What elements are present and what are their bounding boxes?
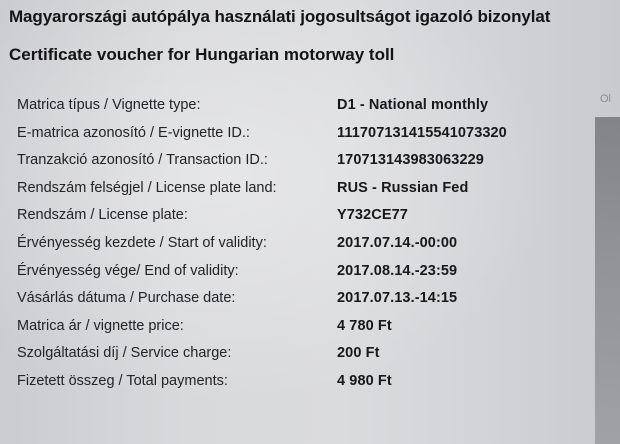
document-title: Magyarországi autópálya használati jogosultságot igazoló bizonylat	[9, 7, 551, 26]
row-plate-land	[17, 176, 587, 204]
row-service-charge	[17, 341, 587, 369]
row-label: Szolgáltatási díj / Service charge:	[17, 345, 232, 362]
row-purchase-date	[17, 286, 587, 314]
row-value: RUS - Russian Fed	[337, 179, 469, 196]
row-value: D1 - National monthly	[337, 97, 489, 113]
document-subtitle: Certificate voucher for Hungarian motorway toll	[9, 45, 395, 64]
row-vignette-type	[17, 93, 587, 121]
row-evignette-id	[17, 121, 587, 149]
row-label: Matrica típus / Vignette type:	[17, 97, 201, 113]
row-label: Érvényesség vége/ End of validity:	[17, 262, 239, 279]
row-label: Érvényesség kezdete / Start of validity:	[17, 234, 267, 251]
row-label: Tranzakció azonosító / Transaction ID.:	[17, 152, 268, 169]
row-value: 170713143983063229	[337, 152, 484, 169]
row-value: 2017.07.13.-14:15	[337, 290, 458, 307]
row-value: 2017.07.14.-00:00	[337, 234, 458, 251]
row-value: 200 Ft	[337, 345, 380, 362]
row-value: 111707131415541073320	[337, 124, 507, 141]
row-value: 4 780 Ft	[337, 317, 392, 334]
row-label: Matrica ár / vignette price:	[17, 317, 184, 334]
row-value: 2017.08.14.-23:59	[337, 262, 458, 279]
row-start-validity	[17, 231, 587, 259]
row-transaction-id	[17, 148, 587, 176]
row-end-validity	[17, 259, 587, 287]
right-edge-shadow	[595, 117, 620, 444]
row-value: Y732CE77	[337, 207, 408, 224]
row-label: Rendszám felségjel / License plate land:	[17, 179, 277, 196]
row-total-payments	[17, 369, 587, 397]
row-label: Rendszám / License plate:	[17, 207, 188, 224]
edge-text-fragment: Ol	[600, 93, 611, 105]
row-value: 4 980 Ft	[337, 372, 392, 389]
row-label: E-matrica azonosító / E-vignette ID.:	[17, 124, 250, 141]
row-label: Fizetett összeg / Total payments:	[17, 372, 228, 389]
row-vignette-price	[17, 314, 587, 342]
details-list	[17, 93, 587, 397]
row-license-plate	[17, 203, 587, 231]
row-label: Vásárlás dátuma / Purchase date:	[17, 290, 236, 307]
